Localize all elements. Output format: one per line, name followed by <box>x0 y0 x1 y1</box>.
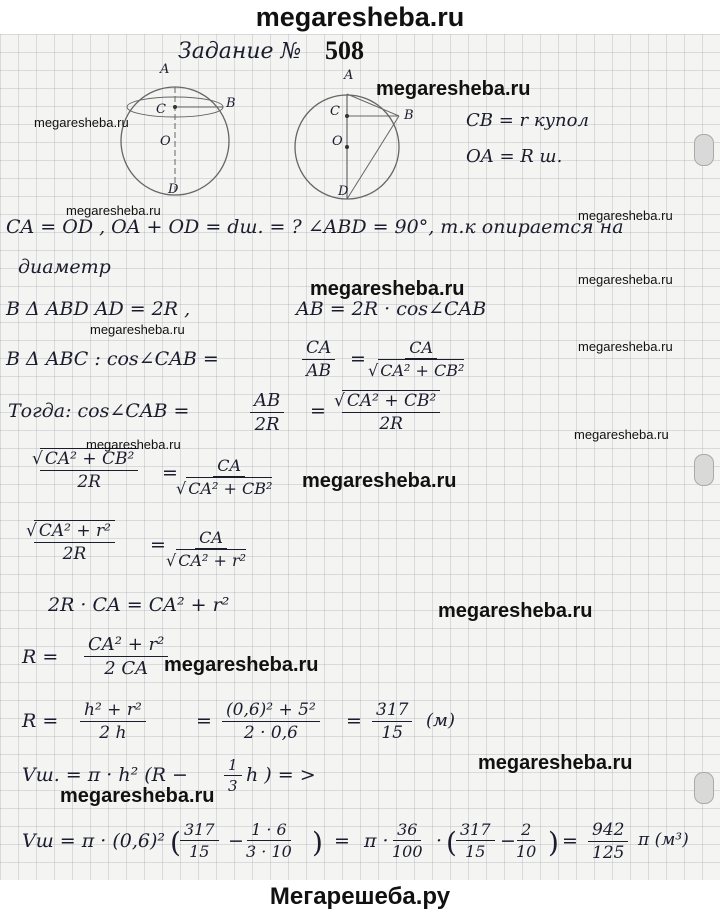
watermark: megaresheba.ru <box>302 470 457 492</box>
fraction-denominator: 15 <box>381 723 404 743</box>
site-header-title[interactable]: megaresheba.ru <box>255 2 465 32</box>
watermark: megaresheba.ru <box>438 600 593 622</box>
watermark: megaresheba.ru <box>60 785 215 807</box>
pi-symbol: π · <box>364 830 389 852</box>
watermark: megaresheba.ru <box>578 339 673 354</box>
fraction-numerator: CA <box>195 528 227 549</box>
note-oa-radius: OA = R ш. <box>466 146 563 167</box>
fraction-numerator: CA <box>302 338 335 360</box>
fraction-root-r-over-2r <box>34 520 115 564</box>
binder-hole-top <box>694 134 714 166</box>
solution-line-2b: AB = 2R · cos∠CAB <box>296 298 487 320</box>
fraction-36-over-100 <box>392 820 423 861</box>
equals-sign: = <box>350 348 366 370</box>
note-cb-radius: CB = r купол <box>466 110 589 131</box>
fraction-denominator: 15 <box>465 842 486 861</box>
equals-sign: = <box>562 830 578 852</box>
watermark: megaresheba.ru <box>478 752 633 774</box>
fraction-317-over-15 <box>372 700 412 743</box>
fraction-numerator: 942 <box>588 820 628 842</box>
binder-hole-middle <box>694 454 714 486</box>
solution-line-12a: Vш = π · (0,6)² <box>22 830 165 852</box>
solution-line-8: 2R · CA = CA² + r² <box>48 594 230 616</box>
watermark: megaresheba.ru <box>164 654 319 676</box>
watermark: megaresheba.ru <box>66 203 161 218</box>
solution-line-11: Vш. = π · h² (R − <box>22 764 188 786</box>
equals-sign: = <box>346 710 362 732</box>
fraction-denominator: 2 CA <box>104 658 149 679</box>
point-label-o-right: O <box>332 134 343 149</box>
fraction-numerator: 1 <box>224 756 242 776</box>
watermark: megaresheba.ru <box>578 208 673 223</box>
fraction-denominator: AB <box>306 361 332 381</box>
fraction-ca-over-ab <box>302 338 335 381</box>
fraction-numerator: CA <box>213 456 245 477</box>
bracket-open: ( <box>170 826 181 859</box>
minus-sign: − <box>500 830 516 852</box>
point-label-a-left: A <box>160 62 170 77</box>
fraction-denominator: 2R <box>254 414 280 435</box>
fraction-denominator: 2 · 0,6 <box>243 723 298 743</box>
fraction-denominator: 2R <box>77 472 101 492</box>
fraction-denominator: 15 <box>189 842 210 861</box>
task-number: 508 <box>325 36 364 65</box>
equals-sign: = <box>334 830 350 852</box>
watermark: megaresheba.ru <box>86 437 181 452</box>
fraction-317-over-15-c <box>456 820 495 861</box>
fraction-numerator: √ CA² + r² <box>34 520 115 543</box>
point-label-a-right: A <box>344 68 354 83</box>
solution-line-3a: В Δ ABC : cos∠CAB = <box>6 348 219 370</box>
fraction-denominator: 3 · 10 <box>246 842 292 861</box>
fraction-denominator: √ CA² + CB² <box>186 477 272 498</box>
watermark: megaresheba.ru <box>34 115 129 130</box>
task-label: Задание № <box>178 39 302 64</box>
unit-meters: (м) <box>426 710 455 731</box>
fraction-numerator: √ CA² + CB² <box>40 448 138 471</box>
watermark: megaresheba.ru <box>90 322 185 337</box>
fraction-numerator: 2 <box>517 820 535 841</box>
solution-line-1: CA = OD , OA + OD = dш. = ? ∠ABD = 90°, т.к опирается на <box>6 216 624 238</box>
fraction-denominator: 125 <box>592 843 625 863</box>
equals-sign: = <box>310 400 326 422</box>
solution-line-9a: R = <box>22 646 59 668</box>
fraction-942-over-125 <box>588 820 628 863</box>
site-footer <box>0 880 720 913</box>
fraction-denominator: 2 h <box>99 723 127 743</box>
fraction-numeric-r <box>222 700 320 743</box>
point-label-d-left: D <box>168 182 179 197</box>
fraction-root-over-2r <box>342 390 440 434</box>
fraction-numerator: 317 <box>372 700 412 722</box>
equals-sign: = <box>162 462 178 484</box>
binder-hole-bottom <box>694 772 714 804</box>
fraction-denominator: 2R <box>379 414 403 434</box>
fraction-denominator: 2R <box>62 544 87 564</box>
point-label-d-right: D <box>338 184 349 199</box>
fraction-ca-over-root-r <box>176 528 246 570</box>
fraction-denominator: √ CA² + CB² <box>378 359 464 380</box>
fraction-denominator: 100 <box>392 842 423 861</box>
minus-sign: − <box>228 830 244 852</box>
solution-line-4a: Тогда: cos∠CAB = <box>8 400 190 422</box>
fraction-h-r-over-2h <box>80 700 146 743</box>
fraction-numerator: 1 · 6 <box>247 820 291 841</box>
fraction-numerator: √ CA² + CB² <box>342 390 440 413</box>
solution-line-1-cont: диаметр <box>18 256 111 278</box>
solution-line-11b: h ) = > <box>246 764 316 786</box>
fraction-6-over-30 <box>246 820 292 861</box>
fraction-ca-over-root <box>378 338 464 380</box>
fraction-numerator: (0,6)² + 5² <box>222 700 320 722</box>
point-label-c-left: C <box>156 102 166 117</box>
fraction-numerator: CA <box>405 338 437 359</box>
watermark: megaresheba.ru <box>578 272 673 287</box>
fraction-numerator: 36 <box>393 820 421 841</box>
fraction-denominator: 3 <box>228 777 238 795</box>
equals-sign: = <box>150 534 166 556</box>
fraction-r-formula <box>84 634 168 679</box>
watermark: megaresheba.ru <box>310 278 465 300</box>
fraction-numerator: 317 <box>180 820 219 841</box>
multiply-dot: · <box>436 830 443 852</box>
fraction-2-over-10 <box>516 820 536 861</box>
point-label-c-right: C <box>330 104 340 119</box>
unit-cubic-meters: π (м³) <box>638 830 689 850</box>
solution-line-10a: R = <box>22 710 59 732</box>
fraction-denominator: 10 <box>516 842 537 861</box>
fraction-numerator: AB <box>250 390 284 413</box>
bracket-close: ) <box>312 826 323 859</box>
fraction-ca-over-root-2 <box>186 456 272 498</box>
equals-sign: = <box>196 710 212 732</box>
site-footer-title[interactable]: Мегарешеба.ру <box>269 883 451 910</box>
point-label-o-left: O <box>160 134 171 149</box>
fraction-root-over-2r-2 <box>40 448 138 492</box>
fraction-ab-over-2r <box>250 390 284 435</box>
solution-line-2a: В Δ ABD AD = 2R , <box>6 298 191 320</box>
bracket-open-2: ( <box>446 826 457 859</box>
point-label-b-left: B <box>226 96 236 111</box>
notebook-sheet <box>0 34 720 880</box>
watermark: megaresheba.ru <box>574 427 669 442</box>
fraction-denominator: √ CA² + r² <box>176 549 246 570</box>
fraction-numerator: 317 <box>456 820 495 841</box>
fraction-numerator: CA² + r² <box>84 634 168 657</box>
fraction-numerator: h² + r² <box>80 700 146 722</box>
fraction-one-third <box>224 756 242 795</box>
point-label-b-right: B <box>404 108 414 123</box>
fraction-317-over-15-b <box>180 820 219 861</box>
bracket-close-2: ) <box>548 826 559 859</box>
watermark: megaresheba.ru <box>376 78 531 100</box>
sphere-figure-left <box>120 74 240 214</box>
